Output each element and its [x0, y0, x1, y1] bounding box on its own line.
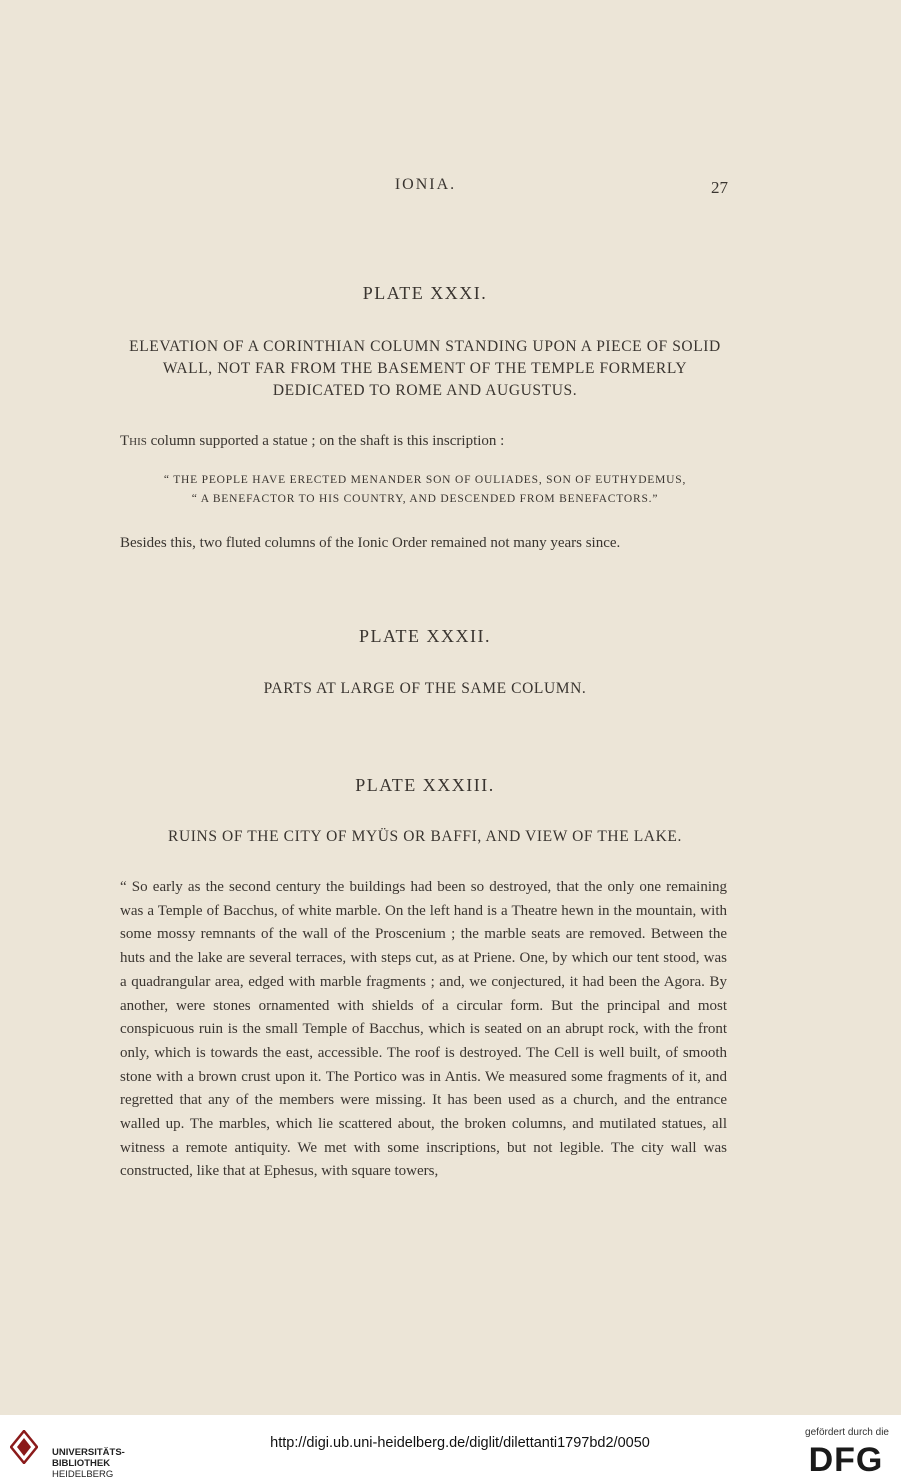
plate-31-caption — [110, 336, 740, 402]
dfg-logo-text: DFG — [808, 1441, 884, 1475]
running-title: IONIA. — [394, 176, 457, 193]
caption-line: ELEVATION OF A CORINTHIAN COLUMN STANDING UPON A PIECE OF SOLID — [129, 338, 721, 355]
plate-31-title: PLATE XXXI. — [362, 283, 488, 303]
source-url-link[interactable]: http://digi.ub.uni-heidelberg.de/diglit/dilettanti1797bd2/0050 — [270, 1435, 650, 1451]
plate-33-caption: RUINS OF THE CITY OF MYÜS OR BAFFI, AND VIEW OF THE LAKE. — [168, 828, 682, 845]
caption-line: DEDICATED TO ROME AND AUGUSTUS. — [272, 382, 578, 399]
plate-32-caption: PARTS AT LARGE OF THE SAME COLUMN. — [263, 680, 587, 697]
intro-text: column supported a statue ; on the shaft is this inscription : — [146, 433, 505, 449]
library-line: BIBLIOTHEK — [52, 1458, 111, 1469]
running-head — [0, 176, 901, 200]
library-line: UNIVERSITÄTS- — [52, 1447, 125, 1458]
plate-33-title: PLATE XXXIII. — [355, 775, 495, 795]
intro-first-word: This — [120, 433, 147, 449]
plate-32-title: PLATE XXXII. — [359, 626, 491, 646]
plate-31-intro — [120, 430, 727, 453]
caption-line: WALL, NOT FAR FROM THE BASEMENT OF THE TEMPLE FORMERLY — [162, 360, 688, 377]
inscription-line: “ THE PEOPLE HAVE ERECTED MENANDER SON OF OULIADES, SON OF EUTHYDEMUS, — [163, 474, 687, 486]
inscription-line: “ A BENEFACTOR TO HIS COUNTRY, AND DESCENDED FROM BENEFACTORS.” — [191, 493, 659, 505]
page-number: 27 — [711, 178, 728, 197]
library-name — [52, 1447, 125, 1480]
inscription — [120, 471, 730, 509]
footer-bar — [0, 1415, 901, 1480]
library-seal-icon — [10, 1430, 38, 1464]
plate-31-note: Besides this, two fluted columns of the Ionic Order remained not many years since. — [120, 535, 621, 551]
library-logo[interactable] — [10, 1430, 160, 1480]
plate-33-paragraph: “ So early as the second century the buildings had been so destroyed, that the only one remaining was a Temple of Bacchus, of white marble. On the left hand is a Theatre hewn in the mountain, with some mossy remnants of the wall of the Proscenium ; the marble seats are removed. Between the huts and the lake are several terraces, with steps cut, as at Priene. One, by which our tent stood, was a quadrangular area, edged with marble fragments ; and, we conjectured, it had been the Agora. By another, were stones ornamented with shields of a circular form. But the principal and most conspicuous ruin is the small Temple of Bacchus, which is seated on an abrupt rock, with the front only, which is towards the east, accessible. The roof is destroyed. The Cell is well built, of smooth stone with a brown crust upon it. The Portico was in Antis. We measured some fragments of it, and regretted that any of the members were missing. It has been used as a church, and the entrance walled up. The marbles, which lie scattered about, the broken columns, and mutilated statues, all witness a remote antiquity. We met with some inscriptions, but not legible. The city wall was constructed, like that at Ephesus, with square towers, — [120, 879, 727, 1180]
library-line: HEIDELBERG — [52, 1469, 114, 1480]
funding-note: gefördert durch die — [805, 1427, 889, 1438]
dfg-logo[interactable] — [803, 1439, 889, 1475]
